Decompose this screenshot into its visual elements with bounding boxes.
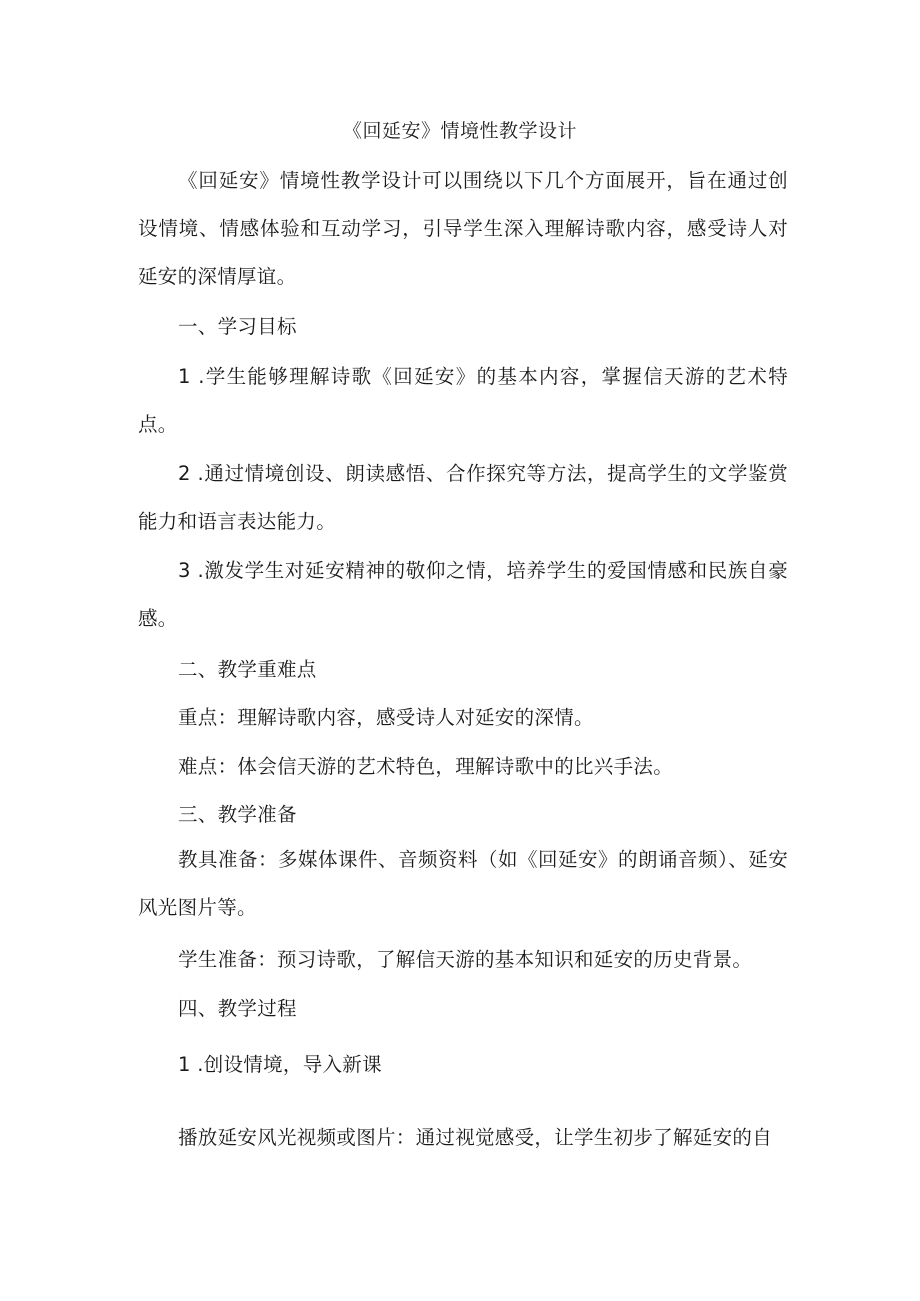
goal-item-1: 1 .学生能够理解诗歌《回延安》的基本内容，掌握信天游的艺术特点。	[138, 365, 788, 436]
section-heading-preparation: 三、教学准备	[178, 803, 297, 826]
section-heading-key-points: 二、教学重难点	[178, 658, 317, 681]
step-1-heading: 1 .创设情境，导入新课	[178, 1053, 382, 1076]
goal-item-2: 2 .通过情境创设、朗读感悟、合作探究等方法，提高学生的文学鉴赏能力和语言表达能力。	[138, 462, 788, 533]
goal-item-3: 3 .激发学生对延安精神的敬仰之情，培养学生的爱国情感和民族自豪感。	[138, 559, 788, 630]
key-point-line: 重点：理解诗歌内容，感受诗人对延安的深情。	[178, 706, 594, 729]
student-preparation: 学生准备：预习诗歌，了解信天游的基本知识和延安的历史背景。	[178, 948, 753, 971]
step-1-body: 播放延安风光视频或图片：通过视觉感受，让学生初步了解延安的自	[178, 1126, 773, 1149]
intro-paragraph: 《回延安》情境性教学设计可以围绕以下几个方面展开，旨在通过创设情境、情感体验和互动学习，引导学生深入理解诗歌内容，感受诗人对延安的深情厚谊。	[138, 169, 788, 288]
document-title: 《回延安》情境性教学设计	[342, 120, 577, 142]
difficult-point-line: 难点：体会信天游的艺术特色，理解诗歌中的比兴手法。	[178, 755, 674, 778]
section-heading-goals: 一、学习目标	[178, 315, 297, 338]
teacher-preparation: 教具准备：多媒体课件、音频资料（如《回延安》的朗诵音频）、延安风光图片等。	[138, 848, 788, 919]
section-heading-process: 四、教学过程	[178, 997, 297, 1020]
